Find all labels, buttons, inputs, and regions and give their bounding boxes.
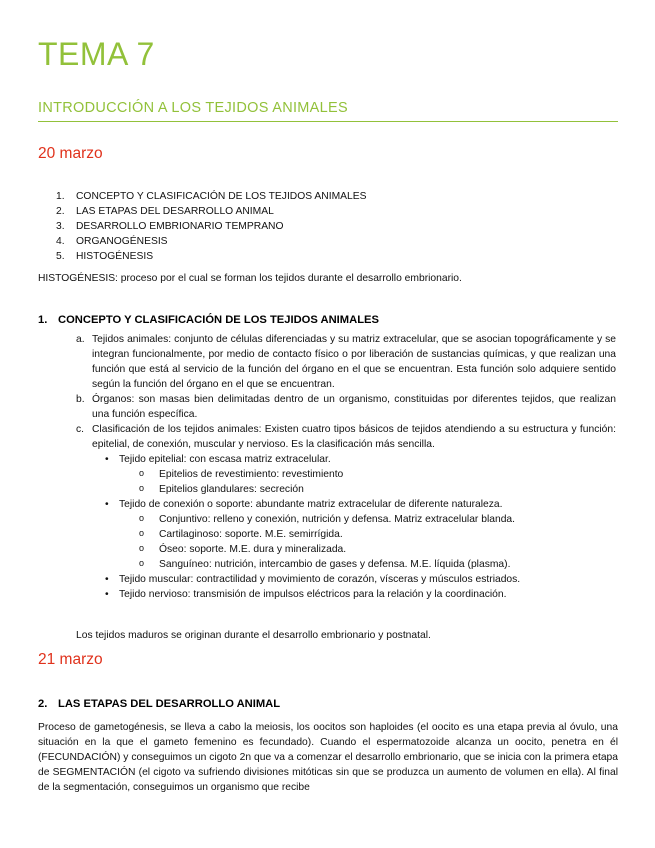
- tissue-item: • Tejido de conexión o soporte: abundante matriz extracelular de diferente naturaleza. o Conjuntivo: relleno y conexión, nutrición y defensa. Matriz extracelular blanda. o Cartilaginoso: soporte. M.E. semirrígida. o Óseo: soporte. M.E. dura y mineralizada. o Sanguíneo: nutrición, intercambio de gases y defensa. M.E. líquida (plasma).: [92, 497, 616, 572]
- toc-item: 2. LAS ETAPAS DEL DESARROLLO ANIMAL: [56, 206, 274, 217]
- bullet-icon: •: [105, 499, 109, 510]
- toc-item: 1. CONCEPTO Y CLASIFICACIÓN DE LOS TEJIDOS ANIMALES: [56, 191, 367, 202]
- subtype-item: o Epitelios glandulares: secreción: [139, 483, 304, 495]
- tissue-types-list: [92, 452, 616, 602]
- bullet-icon: •: [105, 589, 109, 600]
- document-title: TEMA 7: [38, 36, 155, 72]
- section-1-closing: Los tejidos maduros se originan durante el desarrollo embrionario y postnatal.: [76, 630, 431, 641]
- tissue-item: • Tejido nervioso: transmisión de impulsos eléctricos para la relación y la coordinación.: [105, 589, 507, 600]
- subtype-item: o Epitelios de revestimiento: revestimiento: [139, 468, 344, 480]
- tissue-subtypes: [119, 467, 616, 497]
- subtitle-divider: [38, 121, 618, 122]
- table-of-contents: [56, 189, 367, 264]
- subtype-item: o Cartilaginoso: soporte. M.E. semirrígida.: [139, 528, 343, 540]
- list-item: c. Clasificación de los tejidos animales: Existen cuatro tipos básicos de tejidos atendiendo a su estructura y función: epitelial, de conexión, muscular y nervioso. Es la clasificación más sencilla. • Tejido epitelial: con escasa matriz extracelular. o Epitelios de revestimiento: revestimiento o Epitelios glandulares: secreción • Tejido de conexión o soporte: abundante matriz extracelular de diferente naturaleza. o Conjuntivo: relleno y conexión, nutrición y defensa. Matriz extracelular blanda. o Cartilaginoso: soporte. M.E. semirrígida. o Óseo: soporte. M.E. dura y mineralizada. o Sanguíneo: nutrición, intercambio de gases y defensa. M.E. líquida (plasma). • Tejido muscular: contractilidad y movimiento de corazón, vísceras y músculos estriados. • Tejido nervioso: transmisión de impulsos eléctricos para la relación y la coordinación.: [76, 424, 616, 600]
- toc-item: 3. DESARROLLO EMBRIONARIO TEMPRANO: [56, 221, 284, 232]
- section-1-list: [76, 332, 616, 602]
- tissue-item: • Tejido muscular: contractilidad y movimiento de corazón, vísceras y músculos estriados.: [105, 574, 521, 585]
- subtype-item: o Conjuntivo: relleno y conexión, nutrición y defensa. Matriz extracelular blanda.: [139, 513, 516, 525]
- date-heading-2: 21 marzo: [38, 651, 103, 668]
- section-2-heading: 2. LAS ETAPAS DEL DESARROLLO ANIMAL: [38, 698, 281, 710]
- tissue-item: • Tejido epitelial: con escasa matriz extracelular. o Epitelios de revestimiento: revestimiento o Epitelios glandulares: secreción: [92, 452, 616, 497]
- date-heading-1: 20 marzo: [38, 145, 103, 162]
- subtype-item: o Óseo: soporte. M.E. dura y mineralizada.: [139, 543, 347, 555]
- bullet-icon: •: [105, 574, 109, 585]
- histogenesis-definition: HISTOGÉNESIS: proceso por el cual se forman los tejidos durante el desarrollo embrionario.: [38, 273, 462, 284]
- section-2-paragraph: Proceso de gametogénesis, se lleva a cabo la meiosis, los oocitos son haploides (el oocito es una etapa previa al óvulo, una situación en la que el gameto femenino es fecundado). Cuando el espermatozoide alcanza un oocito, penetra en él (FECUNDACIÓN) y conseguimos un cigoto 2n que va a comenzar el desarrollo embrionario, que se inicia con la primera etapa de SEGMENTACIÓN (el cigoto va sufriendo divisiones mitóticas sin que se produzca un aumento de volumen en ella). Al final de la segmentación, conseguimos un organismo que recibe: [38, 722, 618, 793]
- section-1-heading: 1. CONCEPTO Y CLASIFICACIÓN DE LOS TEJIDOS ANIMALES: [38, 314, 379, 326]
- bullet-icon: •: [105, 454, 109, 465]
- document-subtitle: INTRODUCCIÓN A LOS TEJIDOS ANIMALES: [38, 100, 348, 116]
- list-item: b. Órganos: son masas bien delimitadas dentro de un organismo, constituidas por diferentes tejidos, que realizan una función específica.: [76, 394, 616, 420]
- list-item: a. Tejidos animales: conjunto de células diferenciadas y su matriz extracelular, que se asocian topográficamente y se integran funcionalmente, por medio de contacto físico o por liberación de sustancias químicas, y que realizan una función que está al servicio de la función del órgano en el que se encuentran. Esta función solo adquiere sentido según la función del órgano en el que se encuentran.: [76, 334, 616, 390]
- subtype-item: o Sanguíneo: nutrición, intercambio de gases y defensa. M.E. líquida (plasma).: [139, 558, 511, 570]
- toc-item: 4. ORGANOGÉNESIS: [56, 236, 168, 247]
- tissue-subtypes: [119, 512, 616, 572]
- toc-item: 5. HISTOGÉNESIS: [56, 251, 154, 262]
